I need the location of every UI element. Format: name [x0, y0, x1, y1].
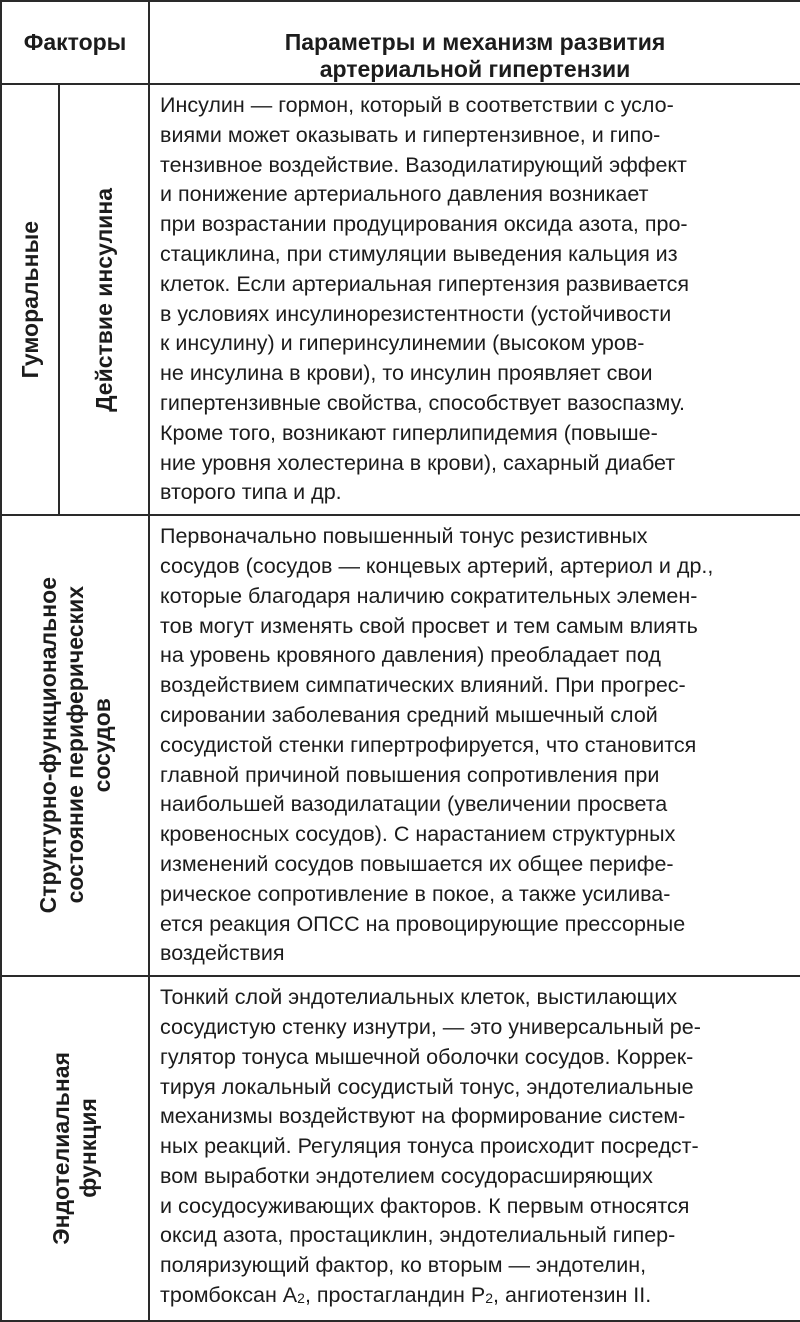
header-factors-label: Факторы	[23, 29, 127, 55]
group-label-endothelial: Эндотелиальная функция	[48, 1052, 101, 1245]
last-line-part1: тромбоксан A	[160, 1283, 298, 1308]
subscript-a: 2	[297, 1290, 305, 1307]
group-cell-humoral	[1, 84, 59, 515]
group-cell-endothelial	[1, 976, 149, 1321]
header-params-label: Параметры и механизм развития артериальной гипертензии	[284, 29, 666, 82]
table-row	[1, 515, 800, 976]
description-endothelial: Тонкий слой эндотелиальных клеток, выстилающих сосудистую стенку изнутри, — это универсальный ре- гулятор тонуса мышечной оболочки сосудов. Коррек- тируя локальный сосудистый тонус, эндотелиальные механизмы воздействуют на формирование систем- ных реакций. Регуляция тонуса происходит посредст- вом выработки эндотелием сосудорасширяющих и сосудосуживающих факторов. К первым относятся оксид азота, простациклин, эндотелиальный гипер- поляризующий фактор, ко вторым — эндотелин,	[160, 985, 701, 1278]
header-params	[149, 1, 800, 84]
subscript-p: 2	[485, 1290, 494, 1307]
description-insulin: Инсулин — гормон, который в соответствии с усло- виями может оказывать и гипертензивное, и гипо- тензивное воздействие. Вазодилатирующий эффект и понижение артериального давления возникает при возрастании продуцирования оксида азота, про- стациклина, при стимуляции выведения кальция из клеток. Если артериальная гипертензия развивается в условиях инсулинорезистентности (устойчивости к инсулину) и гиперинсулинемии (высоком уров- не инсулина в крови), то инсулин проявляет свои гипертензивные свойства, способствует вазоспазму. Кроме того, возникают гиперлипидемия (повыше- ние уровня холестерина в крови), сахарный диабет второго типа и др.	[160, 93, 690, 505]
header-factors	[1, 1, 149, 84]
description-cell	[149, 515, 800, 976]
description-cell	[149, 84, 800, 515]
table-row	[1, 84, 800, 515]
last-line-part2: , простагландин P	[304, 1283, 486, 1308]
description-cell	[149, 976, 800, 1321]
description-vessels: Первоначально повышенный тонус резистивных сосудов (сосудов — концевых артерий, артериол и др., которые благодаря наличию сократительных элемен- тов могут изменять свой просвет и тем самым влиять на уровень кровяного давления) преобладает под воздействием симпатических влияний. При прогрес- сировании заболевания средний мышечный слой сосудистой стенки гипертрофируется, что становится главной причиной повышения сопротивления при наибольшей вазодилатации (увеличении просвета кровеносных сосудов). С нарастанием структурных изменений сосудов повышается их общее перифе- рическое сопротивление в покое, а также усилива- ется реакция ОПСС на провоцирующие прессорные воздействия	[160, 524, 714, 966]
group-label-vessels: Структурно-функциональное состояние периферических сосудов	[34, 577, 115, 914]
subgroup-cell-insulin	[59, 84, 149, 515]
table-header-row	[1, 1, 800, 84]
description-endothelial-last-line	[160, 1281, 792, 1314]
last-line-part3: , ангиотензин II.	[493, 1283, 652, 1308]
subgroup-label-insulin: Действие инсулина	[90, 187, 117, 412]
table-row	[1, 976, 800, 1321]
group-cell-vessels	[1, 515, 149, 976]
group-label-humoral: Гуморальные	[16, 220, 43, 379]
